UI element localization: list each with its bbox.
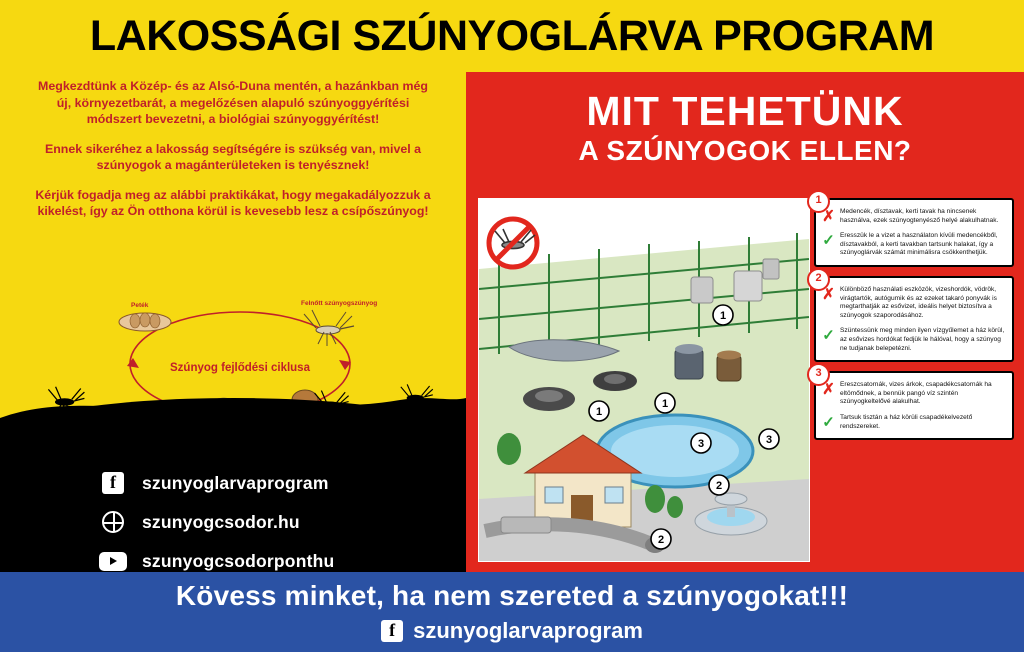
intro-paragraph-2: Ennek sikeréhez a lakosság segítségére is szükség van, mivel a szúnyogok a magánterületeken is tenyésznek! xyxy=(44,141,422,172)
right-panel xyxy=(466,72,1024,572)
facebook-icon: f xyxy=(98,470,128,496)
poster-footer xyxy=(0,572,1024,652)
right-title-line-1: MIT TEHETÜNK xyxy=(586,88,904,134)
tip-line-solution xyxy=(822,232,1007,258)
tip-line-text: Szüntessünk meg minden ilyen vízgyűlemet a ház körül, az esővizes hordókat fedjük le hálóval, hogy a szúnyog ne tudjanak belepetézni. xyxy=(840,327,1005,352)
intro-text-block xyxy=(0,78,466,233)
social-link-youtube-label: szunyogcsodorponthu xyxy=(142,550,335,571)
cycle-title: Szúnyog fejlődési ciklusa xyxy=(170,362,310,374)
tip-line-text: Medencék, dísztavak, kerti tavak ha nincsenek használva, ezek szúnyogtenyésző helyé alakulhatnak. xyxy=(840,208,999,224)
intro-paragraph-1: Megkezdtünk a Közép- és az Alsó-Duna mentén, a hazánkban még új, környezetbarát, a megelőzésen alapuló szúnyoggyérítési módszert bevezetni, a biológiai szúnyoggyérítést! xyxy=(38,79,428,126)
cycle-stage-label-adult: Felnőtt szúnyogszúnyog xyxy=(301,300,378,307)
svg-text:2: 2 xyxy=(657,534,665,546)
tip-line-text: Tartsuk tisztán a ház körüli csapadékelvezető rendszereket. xyxy=(840,413,973,430)
tip-line-text: Ereszcsatornák, vizes árkok, csapadékcsatornák ha eltömődnek, a bennük pangó víz szintén szúnyogkeltelővé alakulhat. xyxy=(840,381,992,406)
svg-text:1: 1 xyxy=(661,398,669,410)
yard-illustration-svg xyxy=(479,199,809,561)
svg-text:1: 1 xyxy=(719,310,727,322)
tip-number-3: 3 xyxy=(807,363,830,386)
social-link-youtube[interactable] xyxy=(98,548,438,572)
tip-line-solution xyxy=(822,327,1007,353)
tip-line-problem xyxy=(822,285,1007,320)
svg-text:2: 2 xyxy=(715,480,723,492)
cross-icon: ✗ xyxy=(822,381,835,399)
tip-card-2 xyxy=(814,271,1014,362)
social-link-website[interactable] xyxy=(98,509,438,535)
cross-icon: ✗ xyxy=(822,208,835,225)
social-link-facebook-label: szunyoglarvaprogram xyxy=(142,472,329,493)
tip-line-problem xyxy=(822,381,1007,407)
youtube-icon xyxy=(98,548,128,572)
yard-illustration xyxy=(478,198,810,562)
svg-text:3: 3 xyxy=(697,438,705,450)
footer-slogan: Kövess minket, ha nem szereted a szúnyogokat!!! xyxy=(175,580,849,611)
tips-list xyxy=(814,194,1014,560)
mosquito-silhouettes-icon xyxy=(0,378,466,438)
tip-card-1 xyxy=(814,194,1014,267)
globe-icon xyxy=(98,509,128,535)
social-link-facebook[interactable] xyxy=(98,470,438,496)
check-icon: ✓ xyxy=(822,327,835,345)
social-links xyxy=(98,470,438,572)
svg-text:3: 3 xyxy=(765,434,773,446)
check-icon: ✓ xyxy=(822,413,835,431)
facebook-icon: f xyxy=(381,620,403,642)
tip-card-3 xyxy=(814,367,1014,440)
footer-facebook-link[interactable] xyxy=(0,618,1024,644)
tip-number-1: 1 xyxy=(807,190,830,213)
no-mosquito-sign-icon xyxy=(489,219,537,267)
cross-icon: ✗ xyxy=(822,285,835,303)
tip-line-solution xyxy=(822,413,1007,431)
footer-facebook-handle: szunyoglarvaprogram xyxy=(413,618,643,643)
tip-line-text: Különböző használati eszközök, vizeshordók, vödrök, virágtartók, autógumik és az ezeket takaró ponyvák is megtarthatják az esővizet, ideális helyet biztosítva a szúnyogok szaporodásához. xyxy=(840,285,997,319)
intro-paragraph-3: Kérjük fogadja meg az alábbi praktikákat, hogy megakadályozzuk a kikelést, így az Ön otthona körül is kevesebb lesz a csípőszúnyog! xyxy=(35,187,431,218)
tip-line-problem xyxy=(822,208,1007,225)
right-title-line-2: A SZÚNYOGOK ELLEN? xyxy=(578,135,912,166)
tip-number-2: 2 xyxy=(807,268,830,291)
tip-line-text: Eresszük le a vizet a használaton kívüli medencékből, dísztavakból, a kerti tavakban tartsunk halakat, így a szúnyoglárvák számát minimálisra csökkenthetjük. xyxy=(840,232,998,257)
cycle-stage-label-eggs: Peték xyxy=(131,302,149,309)
left-column xyxy=(0,72,466,572)
right-panel-title xyxy=(466,88,1024,168)
check-icon: ✓ xyxy=(822,232,835,250)
page-title: LAKOSSÁGI SZÚNYOGLÁRVA PROGRAM xyxy=(89,11,935,60)
svg-text:1: 1 xyxy=(595,406,603,418)
poster-header xyxy=(0,0,1024,72)
social-link-website-label: szunyogcsodor.hu xyxy=(142,511,300,532)
